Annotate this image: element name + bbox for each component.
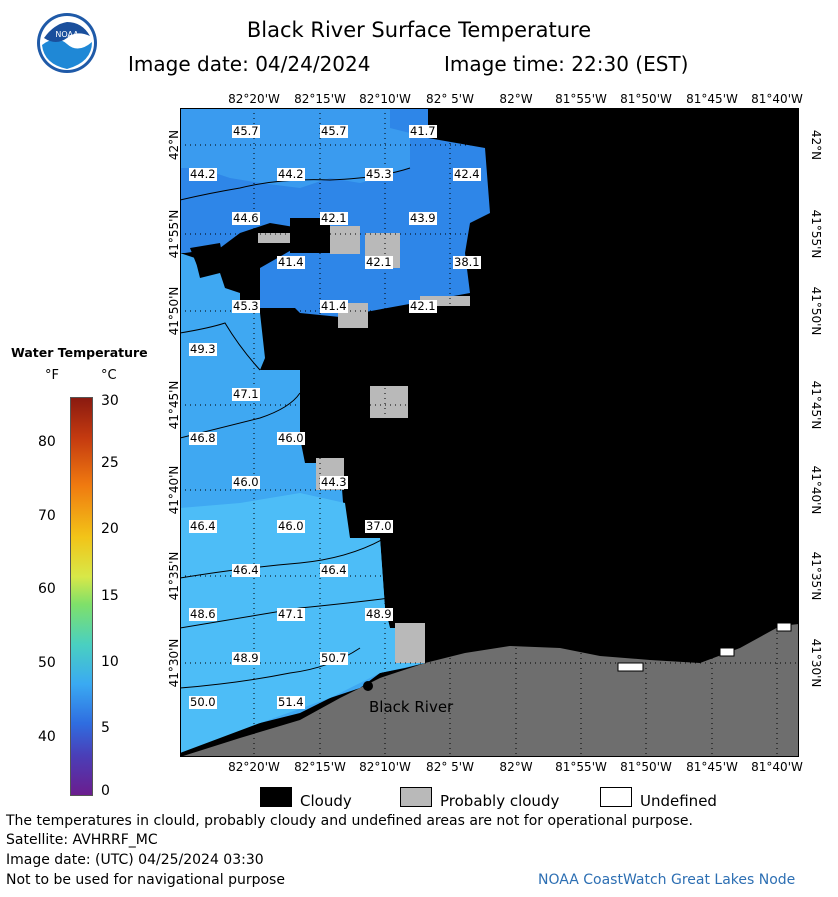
temp-label: 46.4	[321, 563, 347, 577]
temp-label: 41.7	[410, 124, 436, 138]
c-tick: 25	[101, 455, 119, 471]
c-tick: 15	[101, 588, 119, 604]
footer-note: The temperatures in clould, probably cloudy and undefined areas are not for operational purpose.	[6, 813, 693, 829]
undefined-area	[777, 623, 791, 631]
temp-label: 50.0	[190, 695, 216, 709]
probably-cloudy-patch	[395, 623, 425, 663]
lat-label: 41°35'N	[167, 551, 181, 601]
lat-label: 41°40'N	[167, 465, 181, 515]
temp-label: 45.7	[233, 124, 259, 138]
lon-label: 81°40'W	[751, 92, 803, 106]
lon-label: 82°15'W	[294, 92, 346, 106]
temp-label: 38.1	[454, 255, 480, 269]
temp-label: 48.9	[366, 607, 392, 621]
c-tick: 30	[101, 393, 119, 409]
temp-label: 50.7	[321, 651, 347, 665]
f-tick: 40	[38, 729, 56, 745]
lat-label: 41°50'N	[167, 286, 181, 336]
lon-label: 82°10'W	[359, 760, 411, 774]
temp-label: 44.2	[190, 167, 216, 181]
temp-label: 47.1	[233, 387, 259, 401]
temp-label: 46.4	[190, 519, 216, 533]
image-time: Image time: 22:30 (EST)	[444, 52, 689, 76]
footer-credit: NOAA CoastWatch Great Lakes Node	[538, 872, 796, 888]
lat-label: 41°40'N	[809, 465, 823, 515]
c-tick: 5	[101, 720, 110, 736]
lat-label: 41°35'N	[809, 551, 823, 601]
temp-label: 48.9	[233, 651, 259, 665]
city-label: Black River	[369, 698, 454, 716]
temp-label: 45.7	[321, 124, 347, 138]
lat-label: 41°50'N	[809, 286, 823, 336]
probably-cloudy-key-label: Probably cloudy	[440, 792, 560, 810]
footer-navigation: Not to be used for navigational purpose	[6, 872, 285, 888]
temp-label: 46.8	[190, 431, 216, 445]
temp-label: 46.0	[278, 431, 304, 445]
lon-label: 81°40'W	[751, 760, 803, 774]
lon-label: 82° 5'W	[426, 760, 474, 774]
temp-label: 46.0	[233, 475, 259, 489]
temp-label: 43.9	[410, 211, 436, 225]
lon-label: 82°W	[499, 92, 533, 106]
temp-label: 42.1	[410, 299, 436, 313]
temp-label: 48.6	[190, 607, 216, 621]
lat-label: 41°55'N	[809, 209, 823, 259]
temp-label: 51.4	[278, 695, 304, 709]
f-tick: 80	[38, 434, 56, 450]
temp-label: 45.3	[233, 299, 259, 313]
lat-label: 41°55'N	[167, 209, 181, 259]
color-scale-bar	[70, 397, 93, 796]
lon-label: 82° 5'W	[426, 92, 474, 106]
f-tick: 70	[38, 508, 56, 524]
legend-unit-c: °C	[101, 368, 117, 383]
temp-label: 46.4	[233, 563, 259, 577]
temp-label: 42.1	[366, 255, 392, 269]
temp-label: 41.4	[278, 255, 304, 269]
lat-label: 41°45'N	[167, 380, 181, 430]
undefined-area	[720, 648, 734, 656]
cloudy-key-label: Cloudy	[300, 792, 352, 810]
temp-label: 41.4	[321, 299, 347, 313]
temp-label: 47.1	[278, 607, 304, 621]
footer-satellite: Satellite: AVHRRF_MC	[6, 832, 158, 848]
lon-label: 81°45'W	[686, 92, 738, 106]
probably-cloudy-patch	[370, 386, 408, 418]
undefined-swatch	[600, 787, 632, 807]
temp-label: 45.3	[366, 167, 392, 181]
probably-cloudy-patch	[330, 226, 360, 254]
temp-label: 44.2	[278, 167, 304, 181]
temp-label: 49.3	[190, 342, 216, 356]
c-tick: 20	[101, 521, 119, 537]
lat-label: 42°N	[809, 129, 823, 161]
lon-label: 81°45'W	[686, 760, 738, 774]
temperature-map	[180, 108, 799, 757]
lon-label: 81°55'W	[555, 760, 607, 774]
lat-label: 41°30'N	[809, 638, 823, 688]
lon-label: 81°50'W	[620, 760, 672, 774]
cloudy-swatch	[260, 787, 292, 807]
black-river-marker	[363, 681, 373, 691]
image-date: Image date: 04/24/2024	[128, 52, 371, 76]
temp-label: 42.1	[321, 211, 347, 225]
lat-label: 41°30'N	[167, 638, 181, 688]
undefined-area	[618, 663, 643, 671]
lon-label: 82°W	[499, 760, 533, 774]
f-tick: 60	[38, 581, 56, 597]
legend-title: Water Temperature	[11, 345, 148, 360]
probably-cloudy-swatch	[400, 787, 432, 807]
c-tick: 0	[101, 783, 110, 799]
page-title: Black River Surface Temperature	[246, 18, 592, 42]
temp-label: 37.0	[366, 519, 392, 533]
lat-label: 42°N	[167, 129, 181, 161]
lon-label: 81°55'W	[555, 92, 607, 106]
footer-utc-date: Image date: (UTC) 04/25/2024 03:30	[6, 852, 264, 868]
legend-unit-f: °F	[45, 368, 59, 383]
temp-label: 42.4	[454, 167, 480, 181]
lon-label: 81°50'W	[620, 92, 672, 106]
undefined-key-label: Undefined	[640, 792, 717, 810]
temp-label: 44.3	[321, 475, 347, 489]
temp-label: 46.0	[278, 519, 304, 533]
c-tick: 10	[101, 654, 119, 670]
lon-label: 82°20'W	[228, 92, 280, 106]
lon-label: 82°10'W	[359, 92, 411, 106]
lon-label: 82°20'W	[228, 760, 280, 774]
lon-label: 82°15'W	[294, 760, 346, 774]
temp-label: 44.6	[233, 211, 259, 225]
f-tick: 50	[38, 655, 56, 671]
svg-text:NOAA: NOAA	[55, 30, 79, 39]
lat-label: 41°45'N	[809, 380, 823, 430]
